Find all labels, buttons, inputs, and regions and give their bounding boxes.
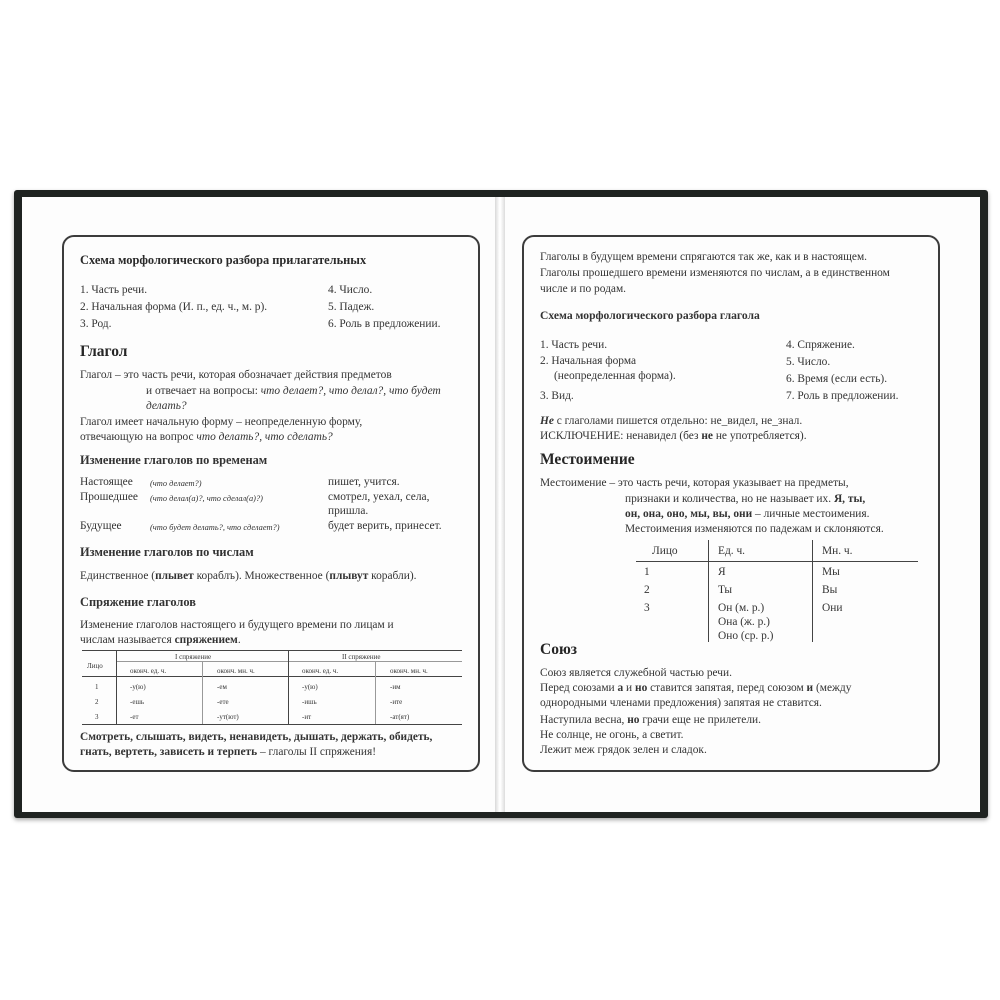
conj-row-2-c4: -ите <box>390 698 403 706</box>
conj-row-2-c1: -ешь <box>130 698 145 706</box>
conj-row-3-c4: -ат(ят) <box>390 713 410 721</box>
conj-sub-4: оконч. мн. ч. <box>390 667 428 675</box>
tense-future-name: Будущее <box>80 520 122 532</box>
pron-row-3-plur: Они <box>822 602 843 614</box>
pronoun-def-3: он, она, оно, мы, вы, они – личные местоимения. <box>625 508 870 520</box>
adj-item-6: 6. Роль в предложении. <box>328 318 441 330</box>
book-spine <box>495 197 505 812</box>
tense-past-example-cont: пришла. <box>328 505 369 517</box>
pron-row-1-person: 1 <box>644 566 650 578</box>
union-line-1: Союз является служебной частью речи. <box>540 667 732 679</box>
conj-sub-3: оконч. ед. ч. <box>302 667 339 675</box>
verb-scheme-item-4: 4. Спряжение. <box>786 339 855 351</box>
union-heading: Союз <box>540 641 578 658</box>
verb-scheme-item-7: 7. Роль в предложении. <box>786 390 899 402</box>
exception-line-1: Смотреть, слышать, видеть, ненавидеть, дышать, держать, обидеть, <box>80 731 433 743</box>
conj-row-3-person: 3 <box>95 713 99 721</box>
union-example-1: Наступила весна, но грачи еще не прилетели. <box>540 714 761 726</box>
tense-future-example: будет верить, принесет. <box>328 520 442 532</box>
verb-scheme-item-3: 3. Вид. <box>540 390 574 402</box>
union-line-2: Перед союзами а и но ставится запятая, перед союзом и (между <box>540 682 852 694</box>
conj-row-1-c1: -у(ю) <box>130 683 146 691</box>
future-line-2: Глаголы прошедшего времени изменяются по числам, а в единственном <box>540 267 890 279</box>
adj-item-4: 4. Число. <box>328 284 373 296</box>
adj-item-2: 2. Начальная форма (И. п., ед. ч., м. р). <box>80 301 268 313</box>
pron-row-3-sing: Он (м. р.) <box>718 602 765 614</box>
adj-scheme-title: Схема морфологического разбора прилагательных <box>80 253 367 267</box>
tense-past-example: смотрел, уехал, села, <box>328 491 430 503</box>
conj-row-2-c3: -ишь <box>302 698 317 706</box>
conj-sub-1: оконч. ед. ч. <box>130 667 167 675</box>
pron-col-singular: Ед. ч. <box>718 545 746 557</box>
union-example-2: Не солнце, не огонь, а светит. <box>540 729 684 741</box>
tense-past-question: (что делал(а)?, что сделал(а)?) <box>150 494 263 503</box>
conj-group-2: II спряжение <box>342 653 381 661</box>
tense-future-question: (что будет делать?, что сделает?) <box>150 523 280 532</box>
pronoun-def-1: Местоимение – это часть речи, которая указывает на предметы, <box>540 477 849 489</box>
pron-row-2-person: 2 <box>644 584 650 596</box>
conj-row-1-c4: -им <box>390 683 401 691</box>
union-line-3: однородными членами предложения) запятая не ставится. <box>540 697 822 709</box>
exception-line-2: гнать, вертеть, зависеть и терпеть – глаголы II спряжения! <box>80 746 377 758</box>
conj-row-2-person: 2 <box>95 698 99 706</box>
verb-scheme-item-6: 6. Время (если есть). <box>786 373 888 385</box>
pron-row-2-sing: Ты <box>718 584 733 596</box>
verb-heading: Глагол <box>80 343 128 360</box>
verb-scheme-item-5: 5. Число. <box>786 356 831 368</box>
future-line-3: числе и по родам. <box>540 283 627 295</box>
number-heading: Изменение глаголов по числам <box>80 545 254 559</box>
verb-scheme-item-2: 2. Начальная форма <box>540 355 637 367</box>
pron-col-person: Лицо <box>652 545 678 557</box>
verb-def-line-3: делать? <box>146 400 187 412</box>
pron-row-1-plur: Мы <box>822 566 840 578</box>
tense-present-question: (что делает?) <box>150 479 202 488</box>
adj-item-3: 3. Род. <box>80 318 112 330</box>
conj-row-3-c2: -ут(ют) <box>217 713 239 721</box>
conj-row-3-c3: -ит <box>302 713 312 721</box>
tense-present-name: Настоящее <box>80 476 133 488</box>
conj-sub-2: оконч. мн. ч. <box>217 667 255 675</box>
verb-init-line-1: Глагол имеет начальную форму – неопределенную форму, <box>80 416 363 428</box>
adj-item-1: 1. Часть речи. <box>80 284 148 296</box>
union-example-3: Лежит меж грядок зелен и сладок. <box>540 744 707 756</box>
pronoun-def-2: признаки и количества, но не называет их. Я, ты, <box>625 493 866 505</box>
pron-row-3-person: 3 <box>644 602 650 614</box>
conj-row-1-person: 1 <box>95 683 99 691</box>
verb-scheme-item-2b: (неопределенная форма). <box>554 370 676 382</box>
pron-row-2-plur: Вы <box>822 584 838 596</box>
conj-col-person: Лицо <box>87 662 103 670</box>
ne-rule: Не с глаголами пишется отдельно: не_видел, не_знал. <box>540 415 803 427</box>
conj-row-3-c1: -ет <box>130 713 139 721</box>
verb-scheme-item-1: 1. Часть речи. <box>540 339 608 351</box>
conj-row-1-c2: -ем <box>217 683 227 691</box>
conj-row-1-c3: -у(ю) <box>302 683 318 691</box>
pron-col-plural: Мн. ч. <box>822 545 853 557</box>
verb-init-line-2: отвечающую на вопрос что делать?, что сделать? <box>80 431 333 443</box>
pronoun-heading: Местоимение <box>540 451 635 468</box>
verb-def-line-2: и отвечает на вопросы: что делает?, что делал?, что будет <box>146 385 441 397</box>
conj-text-1: Изменение глаголов настоящего и будущего времени по лицам и <box>80 619 394 631</box>
pron-row-1-sing: Я <box>718 566 726 578</box>
conj-text-2: числам называется спряжением. <box>80 634 241 646</box>
tense-heading: Изменение глаголов по временам <box>80 453 268 467</box>
tense-present-example: пишет, учится. <box>328 476 400 488</box>
pron-row-4-sing: Она (ж. р.) <box>718 616 770 628</box>
tense-past-name: Прошедшее <box>80 491 138 503</box>
pron-row-5-sing: Оно (ср. р.) <box>718 630 774 642</box>
ne-exception: ИСКЛЮЧЕНИЕ: ненавидел (без не не употребляется). <box>540 430 807 442</box>
verb-scheme-title: Схема морфологического разбора глагола <box>540 309 760 322</box>
future-line-1: Глаголы в будущем времени спрягаются так же, как и в настоящем. <box>540 251 868 263</box>
conj-row-2-c2: -ете <box>217 698 229 706</box>
verb-def-line-1: Глагол – это часть речи, которая обозначает действия предметов <box>80 369 392 381</box>
conj-group-1: I спряжение <box>175 653 212 661</box>
number-text: Единственное (плывет кораблъ). Множественное (плывут корабли). <box>80 570 417 582</box>
adj-item-5: 5. Падеж. <box>328 301 375 313</box>
conj-heading: Спряжение глаголов <box>80 595 196 609</box>
pronoun-def-4: Местоимения изменяются по падежам и склоняются. <box>625 523 884 535</box>
